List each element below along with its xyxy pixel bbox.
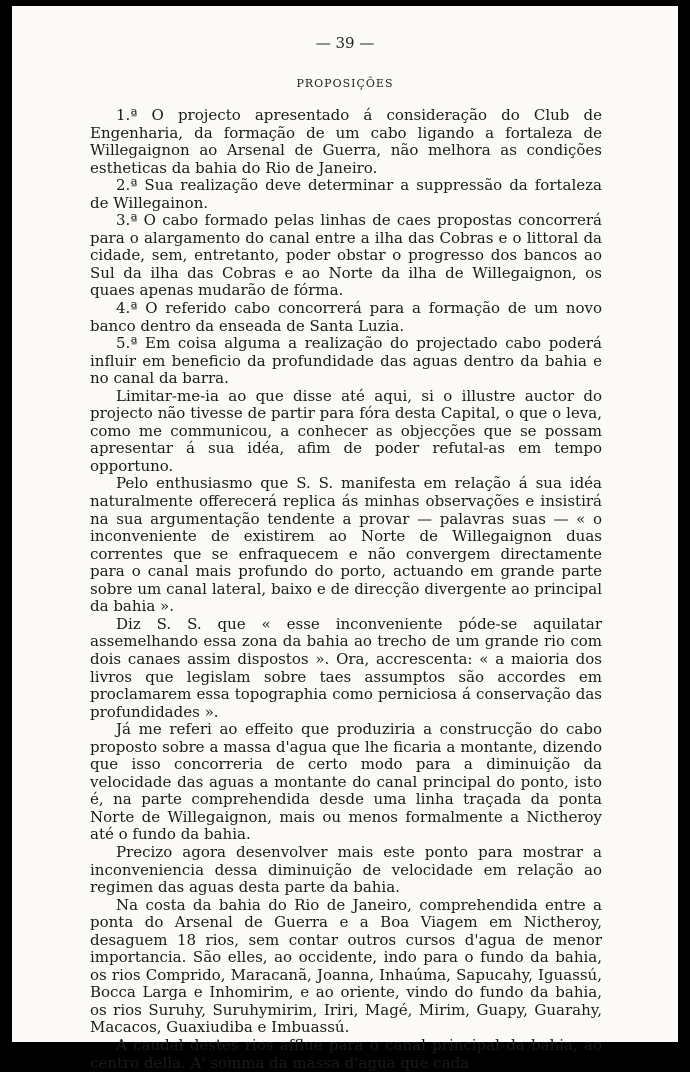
paragraph: Limitar-me-ia ao que disse até aqui, si o illustre auctor do projecto não tivesse de partir para fóra desta Capital, o que o leva, como me communicou, a conhecer as objecções que se possam apresentar á sua idéa, afim de poder refutal-as em tempo opportuno. <box>90 386 602 475</box>
proposition-1: 1.ª O projecto apresentado á consideração do Club de Engenharia, da formação de um cabo ligando a fortaleza de Willegaignon ao Arsenal de Guerra, não melhora as condições estheticas da bahia do Rio de Janeiro. <box>90 106 602 177</box>
paragraph: Precizo agora desenvolver mais este ponto para mostrar a inconveniencia dessa diminuição de velocidade em relação ao regimen das aguas desta parte da bahia. <box>90 842 602 897</box>
page-number: — 39 — <box>315 34 375 52</box>
paragraph: Diz S. S. que « esse inconveniente póde-se aquilatar assemelhando essa zona da bahia ao trecho de um grande rio com dois canaes assim dispostos ». Ora, accrescenta: « a maioria dos livros que legislam sobre taes assumptos são accordes em proclamarem essa topographia como perniciosa á conservação das profundidades ». <box>90 614 602 721</box>
body-text <box>90 107 602 1072</box>
proposition-3: 3.ª O cabo formado pelas linhas de caes propostas concorrerá para o alargamento do canal entre a ilha das Cobras e o littoral da cidade, sem, entretanto, poder obstar o progresso dos bancos ao Sul da ilha das Cobras e ao Norte da ilha de Willegaignon, os quaes apenas mudarão de fórma. <box>90 211 602 300</box>
proposition-4: 4.ª O referido cabo concorrerá para a formação de um novo banco dentro da enseada de Santa Luzia. <box>90 299 602 335</box>
paragraph: A caudal destes rios afflue para o canal principal da bahia, ao centro della. A' somma da massa d'agua que cada <box>90 1035 602 1072</box>
paragraph: Na costa da bahia do Rio de Janeiro, comprehendida entre a ponta do Arsenal de Guerra e a Boa Viagem em Nictheroy, desaguem 18 rios, sem contar outros cursos d'agua de menor importancia. São elles, ao occidente, indo para o fundo da bahia, os rios Comprido, Maracanã, Joanna, Inhaúma, Sapucahy, Iguassú, Bocca Larga e Inhomirim, e ao oriente, vindo do fundo da bahia, os rios Suruhy, Suruhymirim, Iriri, Magé, Mirim, Guapy, Guarahy, Macacos, Guaxiudiba e Imbuassú. <box>90 895 602 1037</box>
paragraph: Pelo enthusiasmo que S. S. manifesta em relação á sua idéa naturalmente offerecerá replica ás minhas observações e insistirá na sua argumentação tendente a provar — palavras suas — « o inconveniente de existirem ao Norte de Willegaignon duas correntes que se enfraquecem e não convergem directamente para o canal mais profundo do porto, actuando em grande parte sobre um canal lateral, baixo e de direcção divergente ao principal da bahia ». <box>90 474 602 616</box>
proposition-2: 2.ª Sua realização deve determinar a suppressão da fortaleza de Willegainon. <box>90 176 602 212</box>
section-heading: PROPOSIÇÕES <box>296 77 394 90</box>
paragraph: Já me referi ao effeito que produziria a construcção do cabo proposto sobre a massa d'agua que lhe ficaria a montante, dizendo que isso concorreria de certo modo para a diminuição da velocidade das aguas a montante do canal principal do ponto, isto é, na parte comprehendida desde uma linha traçada da ponta Norte de Willegaignon, mais ou menos formalmente a Nictheroy até o fundo da bahia. <box>90 720 602 844</box>
book-page <box>12 6 678 1072</box>
proposition-5: 5.ª Em coisa alguma a realização do projectado cabo poderá influir em beneficio da profundidade das aguas dentro da bahia e no canal da barra. <box>90 334 602 388</box>
